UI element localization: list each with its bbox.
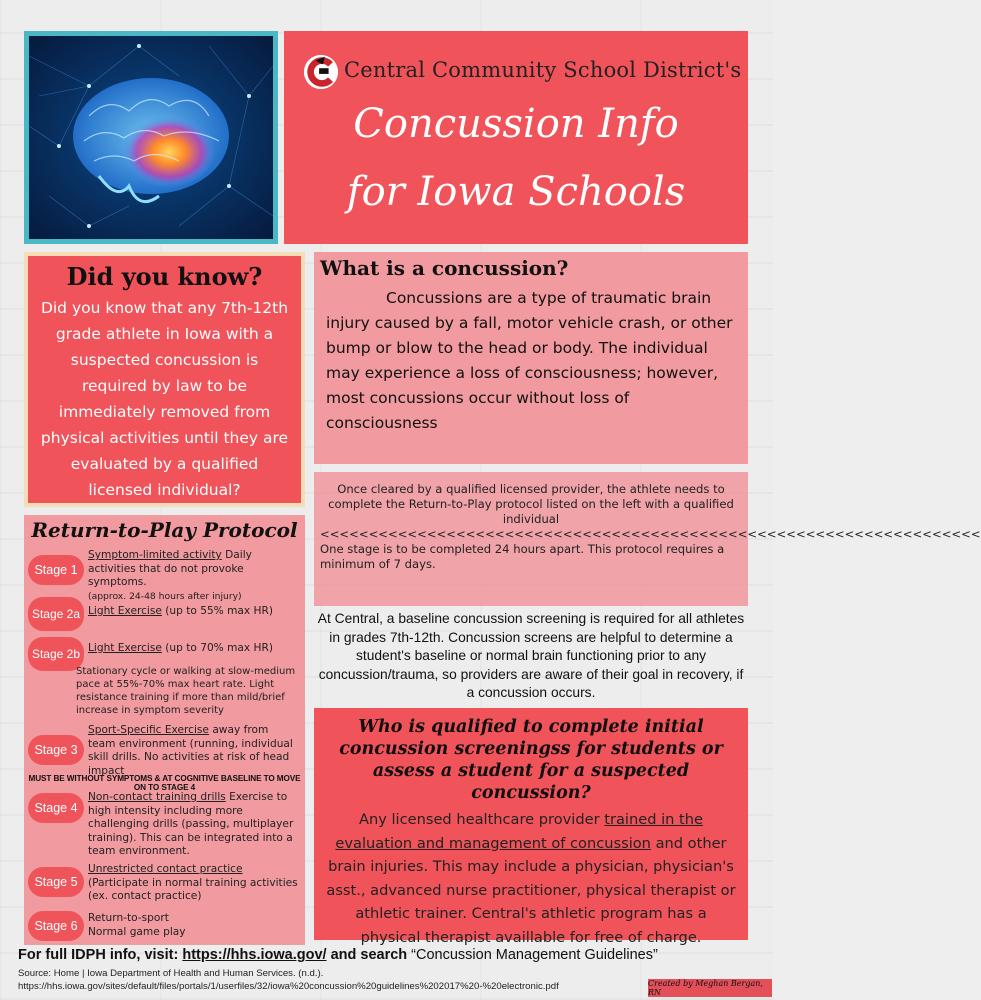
stage-4-badge: Stage 4 (28, 793, 84, 823)
cleared-text: Once cleared by a qualified licensed provider, the athlete needs to complete the Return-to-Play protocol listed on the left with a qualified individual (328, 482, 734, 526)
did-you-know-box (24, 252, 305, 507)
arrow-divider: <<<<<<<<<<<<<<<<<<<<<<<<<<<<<<<<<<<<<<<<<<<<<<<<<<<<<<<<<<<<<<<<<<<< (320, 527, 981, 541)
stage-3-badge: Stage 3 (28, 735, 84, 765)
credit-badge: Created by Meghan Bergan, RN (648, 979, 772, 997)
stage-6-badge: Stage 6 (28, 911, 84, 941)
page-title-line1: Concussion Info (353, 101, 679, 147)
footer-idph-line: For full IDPH info, visit: https://hhs.iowa.gov/ and search “Concussion Management Guidelines” (18, 947, 658, 963)
stage-timing-text: One stage is to be completed 24 hours apart. This protocol requires a minimum of 7 days. (320, 542, 725, 571)
trained-underlined: trained in the evaluation and management of concussion (335, 811, 703, 852)
what-is-heading: What is a concussion? (320, 256, 569, 280)
stage-2a-text: Light Exercise (up to 55% max HR) (88, 605, 274, 617)
return-to-play-box (24, 515, 305, 945)
idph-link[interactable]: https://hhs.iowa.gov/ (182, 947, 327, 963)
brain-network-image (29, 36, 273, 239)
who-is-qualified-box (314, 708, 748, 946)
stage-5-badge: Stage 5 (28, 867, 84, 897)
must-be-without-symptoms-note: MUST BE WITHOUT SYMPTOMS & AT COGNITIVE BASELINE TO MOVE ON TO STAGE 4 (28, 774, 301, 792)
header-banner (284, 31, 748, 244)
stage-3-text: Sport-Specific Exercise away from team environment (running, individual skill drills. No activities at risk of head impact (88, 724, 293, 777)
what-is-text: Concussions are a type of traumatic brain injury caused by a fall, motor vehicle crash, or other bump or blow to the head or body. The individual may experience a loss of consciousness; however, most concussions occur without loss of consciousness (326, 289, 733, 432)
stage-1-badge: Stage 1 (28, 555, 84, 585)
what-is-concussion-box (314, 252, 748, 464)
stage-5-text: Unrestricted contact practice (Participate in normal training activities (ex. contact practice) (88, 863, 298, 902)
did-you-know-text: Did you know that any 7th-12th grade athlete in Iowa with a suspected concussion is required by law to be immediately removed from physical activities until they are evaluated by a qualified licensed individual? (40, 299, 289, 499)
source-url[interactable]: https://hhs.iowa.gov/sites/default/files/portals/1/userfiles/32/iowa%20concussion%20guidelines%202017%20-%20electronic.pdf (18, 981, 559, 992)
brain-image-frame (24, 31, 278, 244)
source-citation: Source: Home | Iowa Department of Health and Human Services. (n.d.). https://hhs.iowa.gov/sites/default/files/portals/1/userfiles/32/iowa%20concussion%20guidelines%202017%20-%20electronic.pdf (18, 967, 658, 993)
stage-1-text: Symptom-limited activity Daily activities that do not provoke symptoms. (approx. 24-48 hours after injury) (88, 549, 252, 602)
did-you-know-heading: Did you know? (66, 262, 263, 291)
stage-4-text: Non-contact training drills Exercise to high intensity including more challenging drills (passing, multiplayer training). This can be integrated into a team environment. (88, 791, 294, 857)
cleared-protocol-box (314, 472, 981, 606)
stage-2b-badge: Stage 2b (28, 637, 84, 671)
who-heading: Who is qualified to complete initial concussion screeningss for students or assess a student for a suspected concussion? (339, 717, 723, 803)
rtp-heading: Return-to-Play Protocol (31, 518, 298, 542)
who-text: Any licensed healthcare provider trained in the evaluation and management of concussion and other brain injuries. This may include a physician, physician's asst., advanced nurse practitioner, physical therapist or athletic trainer. Central's athletic program has a physical therapist availlable for free of charge. (326, 811, 736, 946)
central-c-logo-icon (302, 53, 340, 91)
stage-2b-text: Light Exercise (up to 70% max HR) (88, 642, 274, 654)
page-title-line2: for Iowa Schools (346, 169, 686, 215)
stage-2b-description: Stationary cycle or walking at slow-medium pace at 55%-70% max heart rate. Light resistance training if more than mild/brief increase in symptom severity (76, 666, 296, 716)
district-name: Central Community School District's (344, 58, 742, 82)
stage-2a-badge: Stage 2a (28, 597, 84, 631)
stage-6-text: Return-to-sport Normal game play (88, 912, 186, 938)
central-baseline-text: At Central, a baseline concussion screening is required for all athletes in grades 7th-12th. Concussion screens are helpful to determine a student's baseline or normal brain functioning prior to any concussion/trauma, so providers are aware of their goal in recovery, if a concussion occurs. (317, 611, 745, 700)
